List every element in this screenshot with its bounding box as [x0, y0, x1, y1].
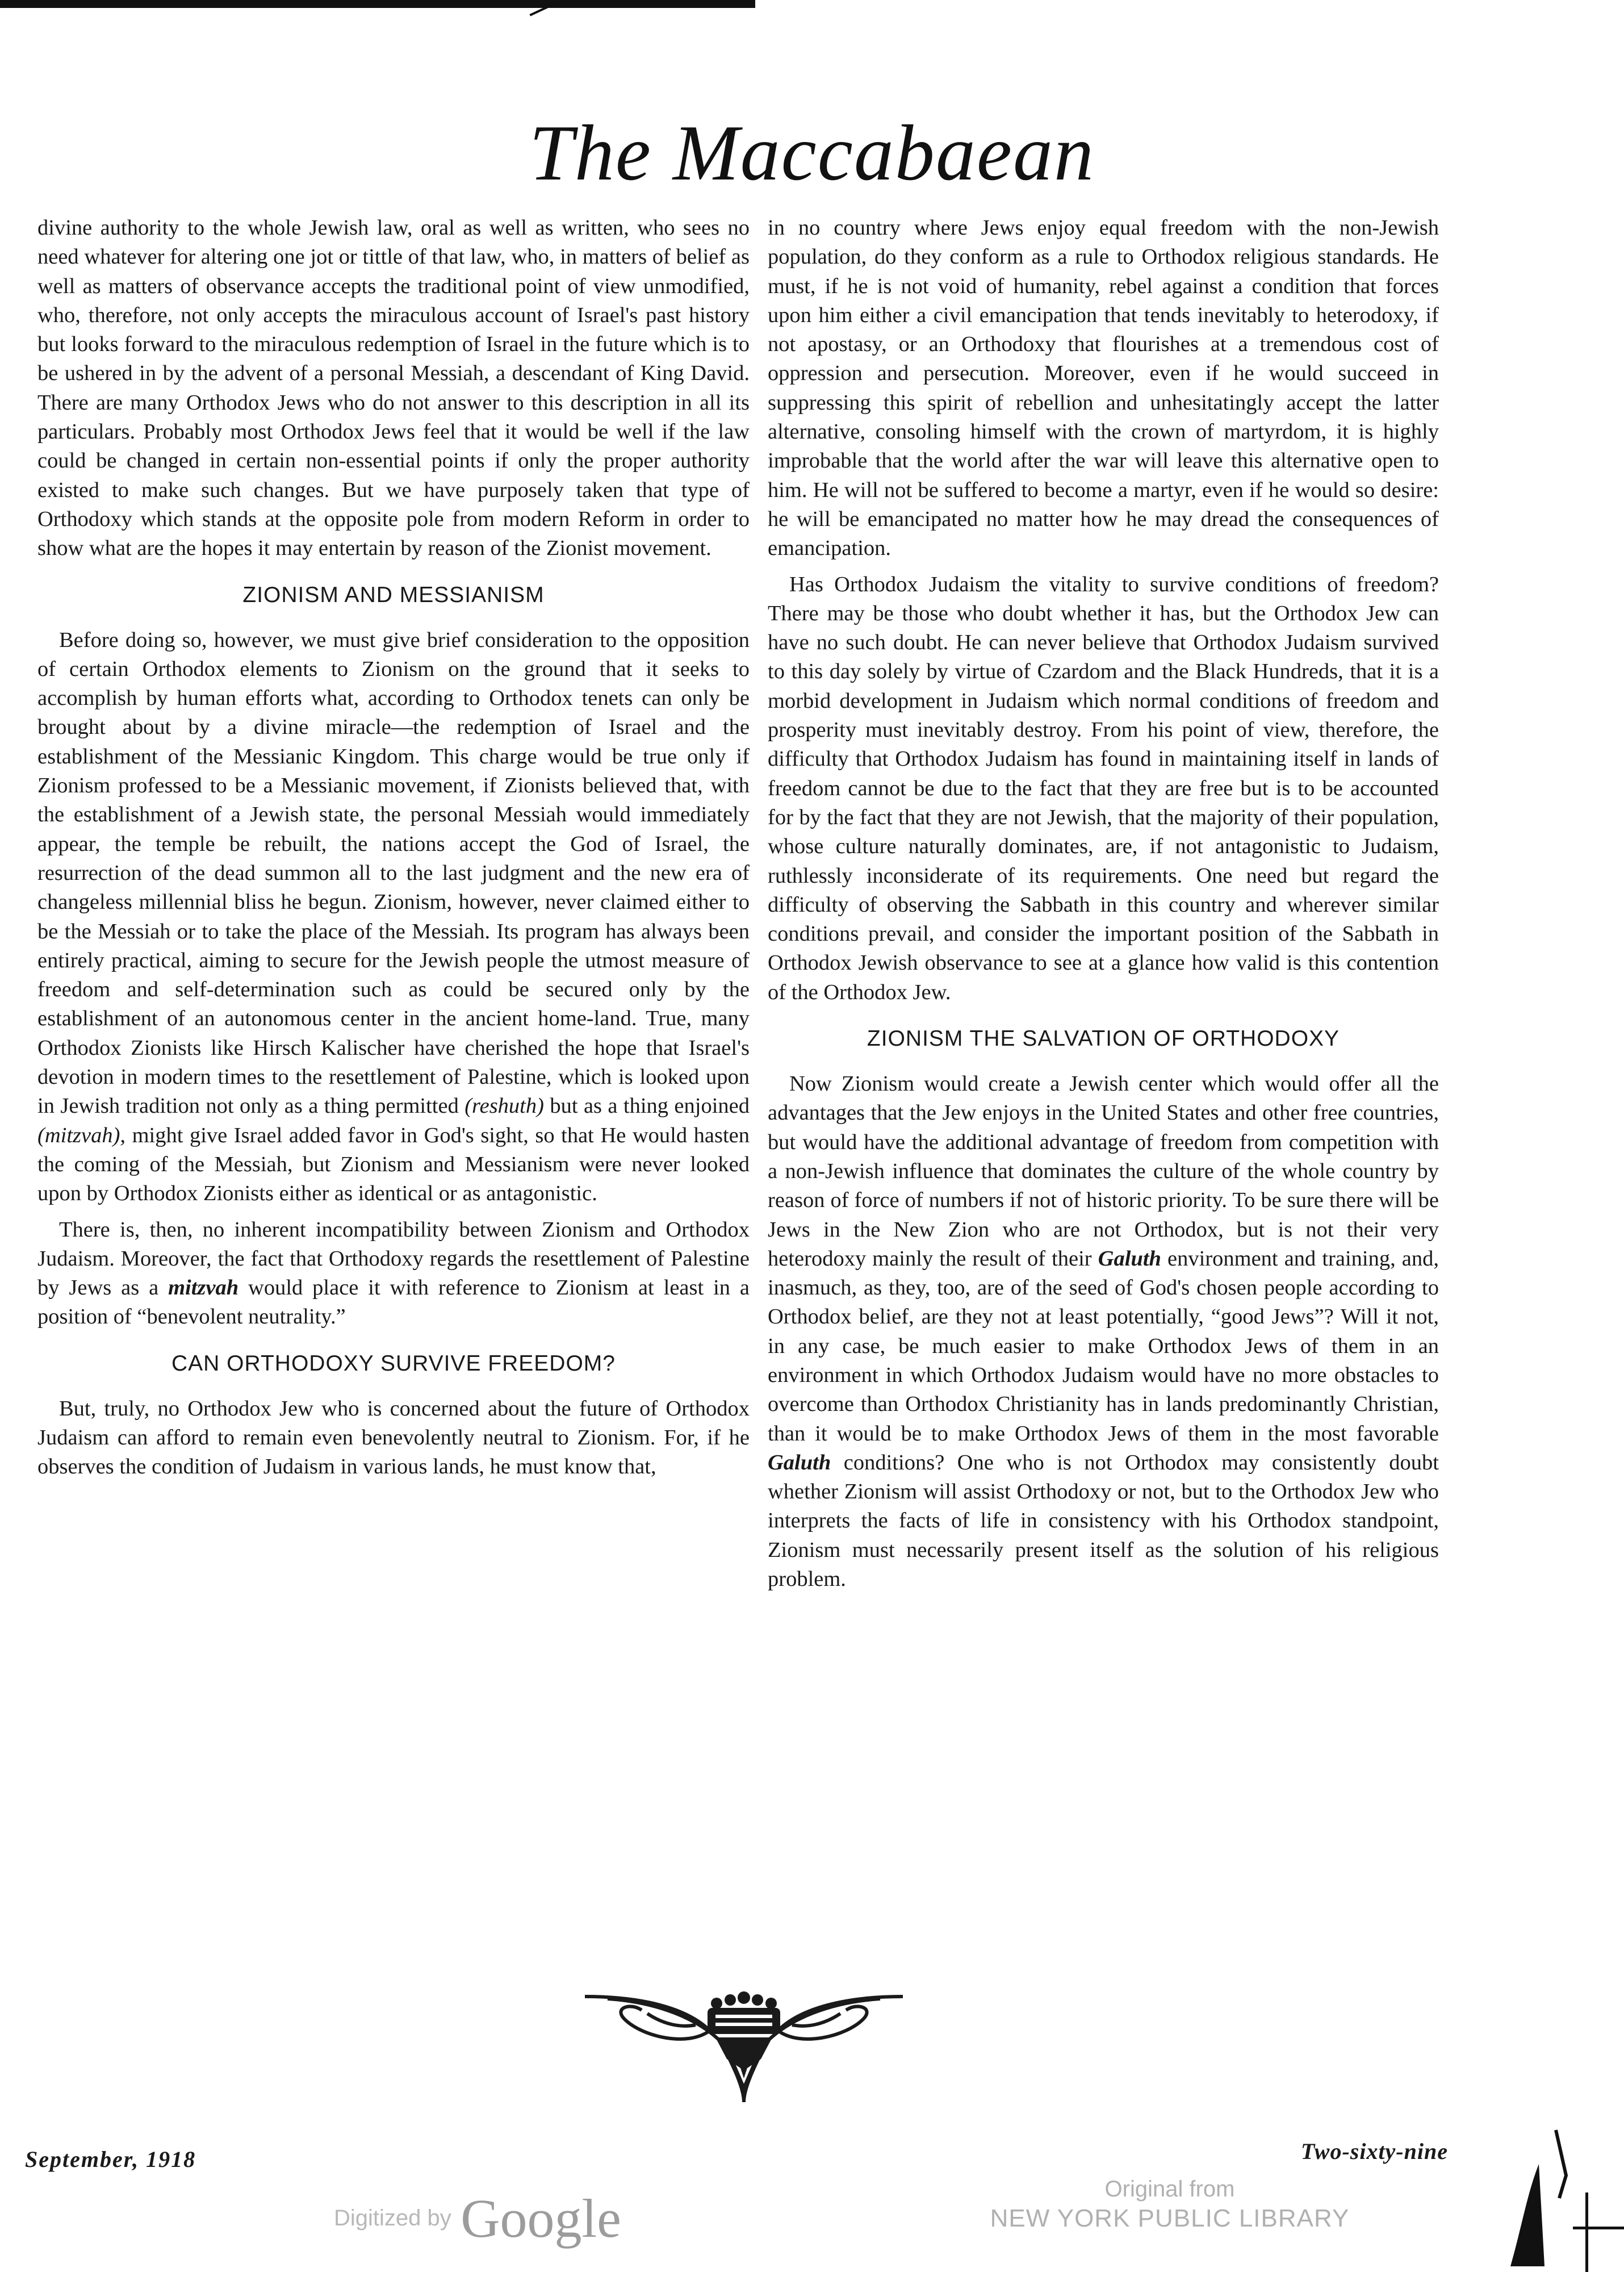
digitized-watermark — [334, 2187, 621, 2250]
library-name: NEW YORK PUBLIC LIBRARY — [990, 2204, 1350, 2232]
ornament-crown-icon — [574, 1974, 914, 2110]
section-heading-salvation-orthodoxy: ZIONISM THE SALVATION OF ORTHODOXY — [867, 1026, 1340, 1051]
term-galuth-2: Galuth — [768, 1450, 831, 1475]
left-column — [37, 214, 750, 1918]
left-paragraph-1: divine authority to the whole Jewish law, oral as well as written, who sees no need whatever for altering one jot or tittle of that law, who, in matters of belief as well as matters of observance accepts the traditional point of view unmodified, who, therefore, not only accepts the miraculous account of Israel's past history but looks forward to the miraculous redemption of Israel in the future which is to be ushered in by the advent of a personal Messiah, a descendant of King David. There are many Orthodox Jews who do not answer to this description in all its particulars. Probably most Orthodox Jews feel that it would be well if the law could be changed in certain non-essential points if only the proper authority existed to make such changes. But we have purposely taken that type of Orthodoxy which stands at the opposite pole from modern Reform in order to show what are the hopes it may entertain by reason of the Zionist movement. — [37, 216, 750, 561]
section-heading-zionism-messianism: ZIONISM AND MESSIANISM — [242, 582, 545, 607]
digitized-label: Digitized by — [334, 2206, 451, 2231]
term-reshuth: (reshuth) — [464, 1094, 544, 1118]
library-watermark — [971, 2175, 1368, 2235]
left-paragraph-2: Before doing so, however, we must give brief consideration to the opposition of certain Orthodox elements to Zionism on the ground that it seeks to accomplish by human efforts what, according to Orthodox tenets can only be brought about by a divine miracle—the redemption of Israel and the establishment of the Messianic Kingdom. This charge would be true only if Zionism professed to be a Messianic movement, if Zionists believed that, with the establishment of a Jewish state, the personal Messiah would immediately appear, the temple be rebuilt, the nations accept the God of Israel, the resurrection of the dead summon all to the last judgment and the new era of changeless millennial bliss he begun. Zionism, however, never claimed either to be the Messiah or to take the place of the Messiah. Its program has always been entirely practical, aiming to secure for the Jewish people the utmost measure of freedom and self-determination such as could be secured only by the establishment of an autonomous center in the ancient home-land. True, many Orthodox Zionists like Hirsch Kalischer have cherished the hope that Israel's devotion in modern times to the resettlement of Palestine, which is looked upon in Jewish tradition not only as a thing permitted (reshuth) but as a thing enjoined (mitzvah), might give Israel added favor in God's sight, so that He would hasten the coming of the Messiah, but Zionism and Messianism were never looked upon by Orthodox Zionists either as identical or as antagonistic. — [37, 628, 750, 1206]
right-column — [768, 214, 1439, 1918]
footer-date: September, 1918 — [25, 2146, 196, 2172]
term-galuth: Galuth — [1098, 1246, 1161, 1271]
google-logo-text: Google — [461, 2188, 621, 2249]
right-paragraph-3: Now Zionism would create a Jewish center which would offer all the advantages that the Jew enjoys in the United States and other free countries, but would have the additional advantage of freedom from competition with a non-Jewish influence that dominates the culture of the whole country by reason of force of numbers if not of historic priority. To be sure there will be Jews in the New Zion who are not Orthodox, but is not their very heterodoxy mainly the result of their Galuth environment and training, and, inasmuch, as they, too, are of the seed of God's chosen people according to Orthodox belief, are they not at least potentially, “good Jews”? Will it not, in any case, be much easier to make Orthodox Jews of them in an environment in which Orthodox Judaism would have no more obstacles to overcome than Orthodox Christianity has in lands predominantly Christian, than it would be to make Orthodox Jews of them in the most favorable Galuth conditions? One who is not Orthodox may consistently doubt whether Zionism will assist Orthodoxy or not, but to the Orthodox Jew who interprets the facts of life in consistency with his Orthodox standpoint, Zionism must necessarily present itself as the solution of his religious problem. — [768, 1072, 1439, 1592]
page-number: Two-sixty-nine — [1300, 2139, 1448, 2164]
left-paragraph-4: But, truly, no Orthodox Jew who is concerned about the future of Orthodox Judaism can afford to remain even benevolently neutral to Zionism. For, if he observes the condition of Judaism in various lands, he must know that, — [37, 1396, 750, 1479]
scan-edge-marks-icon — [1488, 2113, 1624, 2272]
original-from-label: Original from — [1104, 2177, 1235, 2202]
section-heading-orthodoxy-freedom: CAN ORTHODOXY SURVIVE FREEDOM? — [171, 1351, 616, 1376]
top-rule — [0, 0, 755, 8]
right-paragraph-2: Has Orthodox Judaism the vitality to survive conditions of freedom? There may be those who doubt whether it has, but the Orthodox Jew can have no such doubt. He can never believe that Orthodox Judaism survived to this day solely by virtue of Czardom and the Black Hundreds, that it is a morbid development in Judaism which normal conditions of freedom and prosperity must inevitably destroy. From his point of view, therefore, the difficulty that Orthodox Judaism has found in maintaining itself in lands of freedom cannot be due to the fact that they are free but is to be accounted for by the fact that they are not Jewish, that the majority of their population, whose culture naturally dominates, are, if not antagonistic to Judaism, ruthlessly inconsiderate of its requirements. One need but regard the difficulty of observing the Sabbath in this country and wherever similar conditions prevail, and consider the important position of the Sabbath in Orthodox Jewish observance to see at a glance how valid is this contention of the Orthodox Jew. — [768, 572, 1439, 1004]
term-mitzvah-2: mitzvah — [168, 1276, 239, 1300]
left-paragraph-3: There is, then, no inherent incompatibility between Zionism and Orthodox Judaism. Moreover, the fact that Orthodoxy regards the resettlement of Palestine by Jews as a mitzvah would place it with reference to Zionism at least in a position of “benevolent neutrality.” — [37, 1217, 750, 1329]
masthead-title: The Maccabaean — [529, 109, 1095, 197]
right-paragraph-1: in no country where Jews enjoy equal freedom with the non-Jewish population, do they conform as a rule to Orthodox religious standards. He must, if he is not void of humanity, rebel against a condition that forces upon him either a civil emancipation that tends inevitably to heterodoxy, if not apostasy, or an Orthodoxy that flourishes at a tremendous cost of oppression and persecution. Moreover, even if he would succeed in suppressing this spirit of rebellion and unhesitatingly accept the latter alternative, consoling himself with the crown of martyrdom, it is highly improbable that the world after the war will leave this alternative open to him. He will not be suffered to become a martyr, even if he would so desire: he will be emancipated no matter how he may dread the consequences of emancipation. — [768, 216, 1439, 561]
term-mitzvah: (mitzvah), — [37, 1123, 126, 1147]
